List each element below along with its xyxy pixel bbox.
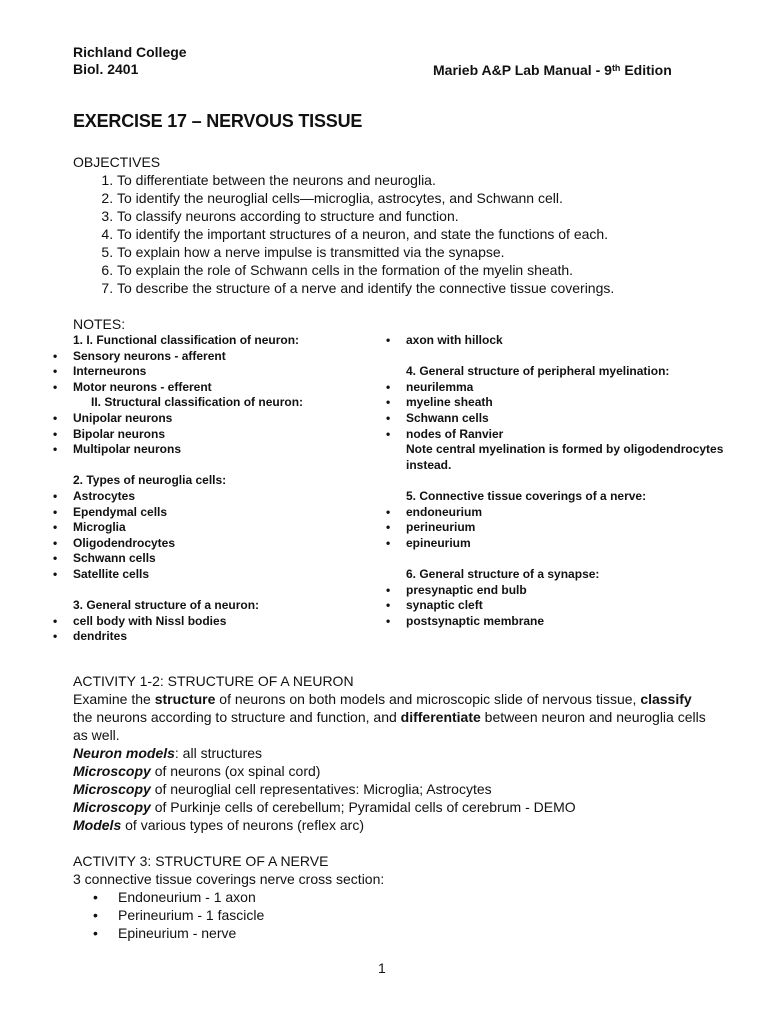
list-item: • Unipolar neurons	[73, 411, 393, 427]
notes-section-heading: 1. I. Functional classification of neuron:	[73, 333, 300, 347]
list-item: • Endoneurium - 1 axon	[73, 888, 713, 906]
notes-section-heading: II. Structural classification of neuron:	[91, 395, 304, 410]
notes-right-column	[406, 333, 726, 629]
myelination-note: Note central myelination is formed by oligodendrocytes instead.	[406, 442, 724, 472]
list-item: • Perineurium - 1 fascicle	[73, 906, 713, 924]
exercise-title: EXERCISE 17 – NERVOUS TISSUE	[73, 111, 363, 131]
list-item: • presynaptic end bulb	[406, 583, 726, 599]
activity-line: Microscopy of Purkinje cells of cerebellum; Pyramidal cells of cerebrum - DEMO	[73, 799, 576, 815]
notes-section-heading: 5. Connective tissue coverings of a nerve:	[406, 488, 647, 503]
notes-section-heading: 2. Types of neuroglia cells:	[73, 473, 227, 488]
notes-left-column	[73, 333, 393, 645]
activity-line: Neuron models: all structures	[73, 745, 263, 761]
neuroglia-types-list	[73, 489, 393, 583]
functional-classification-list	[73, 349, 393, 396]
list-item: • Multipolar neurons	[73, 442, 393, 458]
list-item: • Motor neurons - efferent	[73, 380, 393, 396]
synapse-structure-list	[406, 583, 726, 630]
nerve-coverings-list	[406, 505, 726, 552]
course-code: Biol. 2401	[73, 61, 139, 77]
notes-section-heading: 6. General structure of a synapse:	[406, 566, 600, 581]
list-item: • Microglia	[73, 520, 393, 536]
list-item: • Epineurium - nerve	[73, 924, 713, 942]
list-item: • perineurium	[406, 520, 726, 536]
objectives-list	[73, 171, 713, 297]
objectives-section	[73, 153, 713, 297]
list-item: • synaptic cleft	[406, 598, 726, 614]
edition-label: Edition	[620, 62, 672, 78]
objective-item: 3. To classify neurons according to structure and function.	[117, 207, 713, 225]
lab-manual-edition	[433, 62, 672, 79]
list-item: • Schwann cells	[73, 551, 393, 567]
activity-line: Microscopy of neuroglial cell representatives: Microglia; Astrocytes	[73, 781, 492, 797]
notes-section-heading: 3. General structure of a neuron:	[73, 598, 260, 613]
list-item: • Sensory neurons - afferent	[73, 349, 393, 365]
list-item: • postsynaptic membrane	[406, 614, 726, 630]
manual-name: Marieb A&P Lab Manual - 9	[433, 62, 612, 78]
activity-heading: ACTIVITY 1-2: STRUCTURE OF A NEURON	[73, 673, 354, 689]
list-item: • Satellite cells	[73, 567, 393, 583]
notes-section-heading: 4. General structure of peripheral myelination:	[406, 364, 670, 379]
activity-line: Microscopy of neurons (ox spinal cord)	[73, 763, 321, 779]
neuron-structure-list	[73, 614, 393, 645]
neuron-structure-continued-list	[406, 333, 726, 349]
activity-heading: ACTIVITY 3: STRUCTURE OF A NERVE	[73, 853, 329, 869]
list-item: • epineurium	[406, 536, 726, 552]
activity-1-2-section	[73, 672, 713, 834]
header-left	[73, 44, 187, 78]
list-item: • Astrocytes	[73, 489, 393, 505]
notes-heading: NOTES:	[73, 316, 126, 332]
activity-instructions: Examine the structure of neurons on both models and microscopic slide of nervous tissue, classify the neurons according to structure and function, and differentiate between neuron and neuroglia cells as well.	[73, 691, 706, 743]
list-item: • Oligodendrocytes	[73, 536, 393, 552]
activity-intro: 3 connective tissue coverings nerve cross section:	[73, 871, 385, 887]
list-item: • myeline sheath	[406, 395, 726, 411]
activity-line: Models of various types of neurons (reflex arc)	[73, 817, 365, 833]
objective-item: 1. To differentiate between the neurons and neuroglia.	[117, 171, 713, 189]
list-item: • cell body with Nissl bodies	[73, 614, 393, 630]
structural-classification-list	[73, 411, 393, 458]
list-item: • Ependymal cells	[73, 505, 393, 521]
objective-item: 7. To describe the structure of a nerve and identify the connective tissue coverings.	[117, 279, 713, 297]
nerve-coverings-bullets	[73, 888, 713, 942]
objective-item: 6. To explain the role of Schwann cells in the formation of the myelin sheath.	[117, 261, 713, 279]
list-item: • Interneurons	[73, 364, 393, 380]
activity-3-section	[73, 852, 713, 942]
list-item: • neurilemma	[406, 380, 726, 396]
list-item: • Schwann cells	[406, 411, 726, 427]
list-item: • axon with hillock	[406, 333, 726, 349]
list-item: • dendrites	[73, 629, 393, 645]
list-item: • Bipolar neurons	[73, 427, 393, 443]
list-item: • endoneurium	[406, 505, 726, 521]
objective-item: 5. To explain how a nerve impulse is transmitted via the synapse.	[117, 243, 713, 261]
objectives-heading: OBJECTIVES	[73, 154, 161, 170]
objective-item: 2. To identify the neuroglial cells—microglia, astrocytes, and Schwann cell.	[117, 189, 713, 207]
list-item: • nodes of Ranvier	[406, 427, 726, 443]
edition-superscript: th	[611, 63, 621, 73]
objective-item: 4. To identify the important structures of a neuron, and state the functions of each.	[117, 225, 713, 243]
page-number: 1	[378, 960, 386, 976]
myelination-list	[406, 380, 726, 442]
college-name: Richland College	[73, 44, 187, 60]
